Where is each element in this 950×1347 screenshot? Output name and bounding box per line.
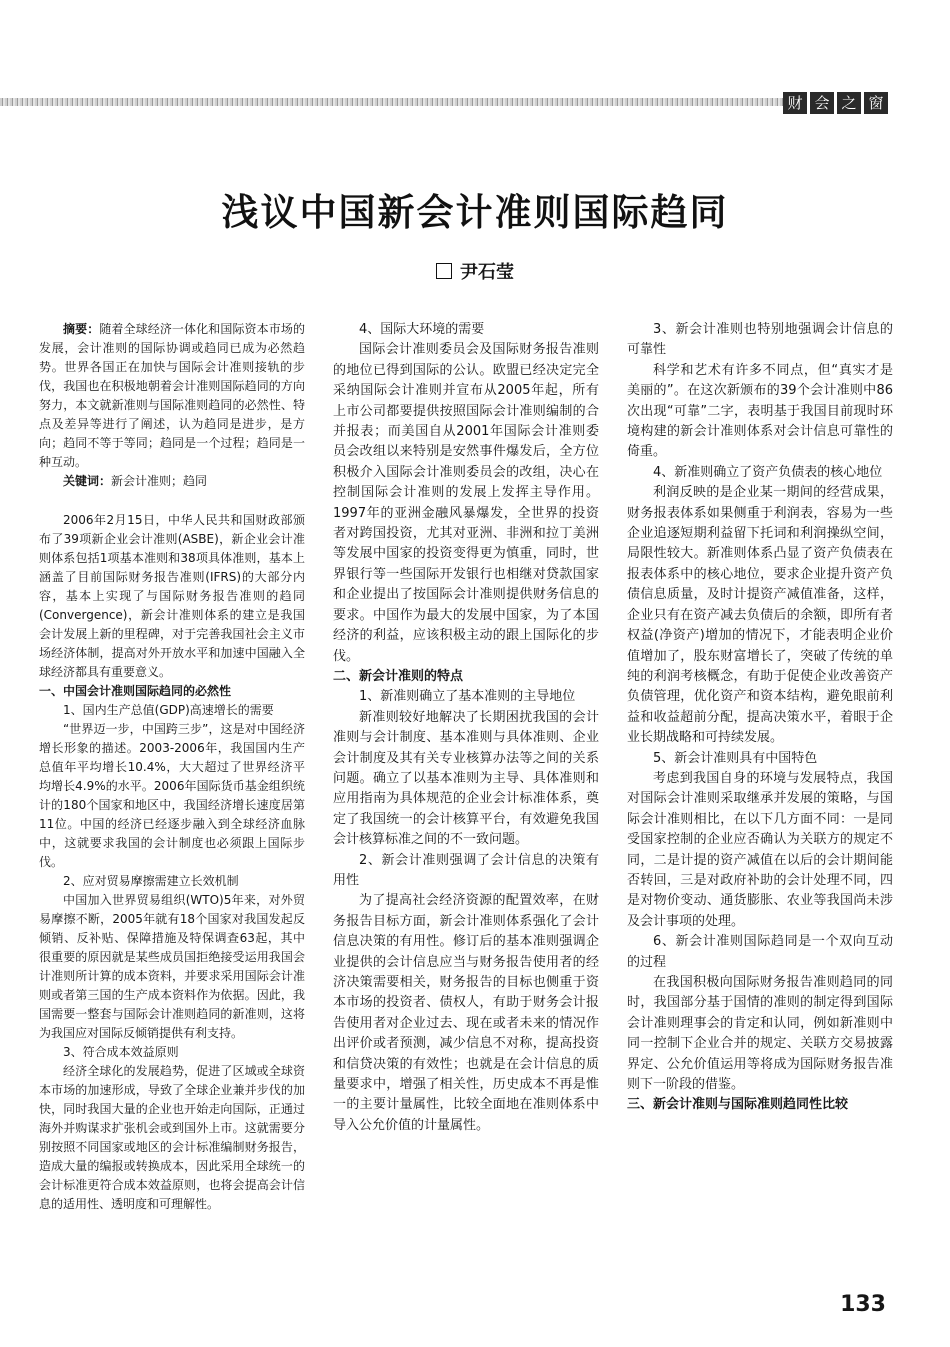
text-column-2 (333, 320, 599, 1136)
page-number: 133 (840, 1292, 886, 1317)
column-tag-char: 财 (783, 92, 807, 114)
body-paragraph: 国际会计准则委员会及国际财务报告准则的地位已得到国际的公认。欧盟已经决定完全采纳国际会计准则并宣布从2005年起，所有上市公司都要提供按照国际会计准则编制的合并报表；而美国自从2001年国际会计准则委员会改组以来特别是安然事件爆发后，全方位积极介入国际会计准则委员会的改组，决心在控制国际会计准则的发展上发挥主导作用。1997年的亚洲金融风暴爆发，全世界的投资者对跨国投资，尤其对亚洲、非洲和拉丁美洲等发展中国家的投资变得更为慎重，同时，世界银行等一些国际开发银行也相继对贷款国家和企业提出了按国际会计准则提供财务信息的要求。中国作为最大的发展中国家，为了本国经济的利益，应该积极主动的跟上国际化的步伐。 (333, 342, 599, 664)
subsection-title: 1、新准则确立了基本准则的主导地位 (359, 689, 576, 705)
subsection-title: 4、国际大环境的需要 (359, 322, 485, 337)
author-box-icon (436, 263, 452, 279)
column-tag-char: 之 (837, 92, 861, 114)
author-name: 尹石莹 (460, 262, 514, 283)
author-line (0, 258, 950, 284)
body-paragraph: 新准则较好地解决了长期困扰我国的会计准则与会计制度、基本准则与具体准则、企业会计制度及其有关专业核算办法等之间的关系问题。确立了以基本准则为主导、具体准则和应用指南为具体规范的企业会计标准体系，奠定了我国统一的会计核算平台，有效避免我国会计核算标准之间的不一致问题。 (333, 709, 599, 848)
abstract-label: 摘要： (63, 322, 100, 336)
article-title: 浅议中国新会计准则国际趋同 (221, 191, 729, 234)
subsection-title: 1、国内生产总值(GDP)高速增长的需要 (63, 703, 274, 718)
column-tag (783, 92, 888, 114)
section-heading: 一、中国会计准则国际趋同的必然性 (39, 684, 232, 699)
abstract (39, 320, 305, 472)
subsection-title: 6、新会计准则国际趋同是一个双向互动的过程 (627, 934, 893, 970)
subsection-title: 3、符合成本效益原则 (63, 1045, 179, 1060)
column-tag-char: 会 (810, 92, 834, 114)
body-paragraph: 利润反映的是企业某一期间的经营成果，财务报表体系如果侧重于利润表，容易为一些企业追逐短期利益留下托词和利润操纵空间，局限性较大。新准则体系凸显了资产负债表在报表体系中的核心地位，要求企业提升资产负债信息质量，及时计提资产减值准备，这样，企业只有在资产减去负债后的余额，即所有者权益(净资产)增加的情况下，才能表明企业价值增加了，股东财富增长了，突破了传统的单纯的利润考核概念，有助于促使企业改善资产负债管理，优化资产和资本结构，避免眼前利益和收益超前分配，提高决策水平，着眼于企业长期战略和可持续发展。 (627, 485, 893, 746)
body-paragraph: 中国加入世界贸易组织(WTO)5年来，对外贸易摩擦不断，2005年就有18个国家对我国发起反倾销、反补贴、保障措施及特保调查63起，其中很重要的原因就是某些成员国拒绝接受运用我国会计准则所计算的成本资料，并要求采用国际会计准则或者第三国的生产成本资料作为依据。因此，我国需要一整套与国际会计准则趋同的新准则，这将为我国应对国际反倾销提供有利支持。 (39, 893, 305, 1041)
body-paragraph: 科学和艺术有许多不同点，但“真实才是美丽的”。在这次新颁布的39个会计准则中86次出现“可靠”二字，表明基于我国目前现时环境构建的新会计准则体系对会计信息可靠性的倚重。 (627, 362, 893, 460)
subsection-title: 2、应对贸易摩擦需建立长效机制 (63, 874, 239, 889)
keywords-text: 新会计准则；趋同 (111, 474, 208, 488)
keywords (39, 472, 305, 491)
subsection-title: 4、新准则确立了资产负债表的核心地位 (653, 464, 883, 480)
body-paragraph: 经济全球化的发展趋势，促进了区域或全球资本市场的加速形成，导致了全球企业兼并步伐的加快，同时我国大量的企业也开始走向国际，正通过海外并购谋求扩张机会或到国外上市。这就需要分别按照不同国家或地区的会计标准编制财务报告，造成大量的编报或转换成本，因此采用全球统一的会计标准更符合成本效益原则，也将会提高会计信息的适用性、透明度和可理解性。 (39, 1064, 305, 1212)
subsection-title: 5、新会计准则具有中国特色 (653, 750, 818, 766)
body-paragraph: “世界迈一步，中国跨三步”，这是对中国经济增长形象的描述。2003-2006年，我国国内生产总值年平均增长10.4%，大大超过了世界经济平均增长4.9%的水平。2006年国际货币基金组织统计的180个国家和地区中，我国经济增长速度居第11位。中国的经济已经逐步融入到全球经济血脉中，这就要求我国的会计制度也必须跟上国际步伐。 (39, 722, 305, 870)
keywords-label: 关键词： (63, 474, 112, 488)
header-rule (0, 98, 806, 106)
abstract-text: 随着全球经济一体化和国际资本市场的发展，会计准则的国际协调或趋同已成为必然趋势。世界各国正在加快与国际会计准则接轨的步伐，我国也在积极地朝着会计准则国际趋同的方向努力，本文就新准则与国际准则趋同的必然性、特点及差异等进行了阐述，认为趋同是进步，是方向；趋同不等于等同；趋同是一个过程；趋同是一种互动。 (39, 322, 305, 469)
text-column-3 (627, 320, 893, 1116)
section-heading: 二、新会计准则的特点 (333, 668, 464, 684)
body-paragraph: 在我国积极向国际财务报告准则趋同的同时，我国部分基于国情的准则的制定得到国际会计准则理事会的肯定和认同，例如新准则中同一控制下企业合并的规定、关联方交易披露界定、公允价值运用等将成为国际财务报告准则下一阶段的借鉴。 (627, 975, 893, 1093)
subsection-title: 3、新会计准则也特别地强调会计信息的可靠性 (627, 322, 893, 358)
body-paragraph: 为了提高社会经济资源的配置效率，在财务报告目标方面，新会计准则体系强化了会计信息决策的有用性。修订后的基本准则强调企业提供的会计信息应当与财务报告使用者的经济决策需要相关，财务报告的目标也侧重于资本市场的投资者、债权人，有助于财务会计报告使用者对企业过去、现在或者未来的情况作出评价或者预测，减少信息不对称，提高投资和信贷决策的有效性；也就是在会计信息的质量要求中，增强了相关性，历史成本不再是惟一的主要计量属性，比较全面地在准则体系中导入公允价值的计量属性。 (333, 893, 599, 1133)
column-tag-char: 窗 (864, 92, 888, 114)
body-paragraph: 考虑到我国自身的环境与发展特点，我国对国际会计准则采取继承并发展的策略，与国际会计准则相比，在以下几方面不同：一是同受国家控制的企业应否确认为关联方的规定不同，二是计提的资产减值在以后的会计期间能否转回，三是对政府补助的会计处理不同，四是对物价变动、通货膨胀、农业等我国尚未涉及会计事项的处理。 (627, 770, 893, 929)
subsection-title: 2、新会计准则强调了会计信息的决策有用性 (333, 852, 599, 888)
section-heading: 三、新会计准则与国际准则趋同性比较 (627, 1097, 849, 1113)
intro-paragraph: 2006年2月15日，中华人民共和国财政部颁布了39项新企业会计准则(ASBE)，新企业会计准则体系包括1项基本准则和38项具体准则，基本上涵盖了目前国际财务报告准则(IFRS)的大部分内容，基本上实现了与国际财务报告准则的趋同(Convergence)，新会计准则体系的建立是我国会计发展上新的里程碑，对于完善我国社会主义市场经济体制，提高对外开放水平和加速中国融入全球经济都具有重要意义。 (39, 513, 305, 680)
text-column-1 (39, 320, 305, 1214)
